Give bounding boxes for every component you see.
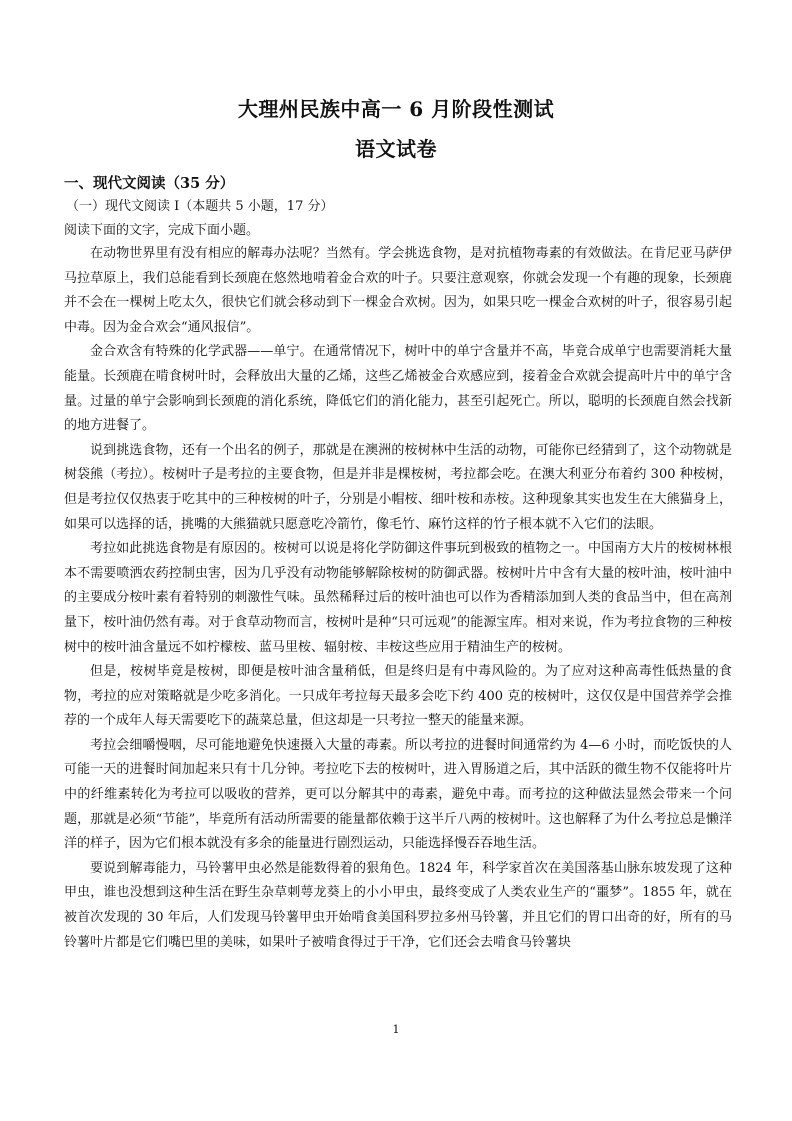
paragraph: 在动物世界里有没有相应的解毒办法呢？当然有。学会挑选食物，是对抗植物毒素的有效做法。在肯尼亚马萨伊马拉草原上，我们总能看到长颈鹿在悠然地啃着金合欢的叶子。只要注意观察，你就会发现一个有趣的现象，长颈鹿并不会在一棵树上吃太久，很快它们就会移动到下一棵金合欢树。因为，如果只吃一棵金合欢树的叶子，很容易引起中毒。因为金合欢会“通风报信”。 [64, 246, 732, 335]
section-heading: 一、现代文阅读（35 分） [64, 175, 235, 192]
paragraph: 考拉如此挑选食物是有原因的。桉树可以说是将化学防御这件事玩到极致的植物之一。中国南方大片的桉树林根本不需要喷洒农药控制虫害，因为几乎没有动物能够解除桉树的防御武器。桉树叶片中含有大量的桉叶油，桉叶油中的主要成分桉叶素有着特别的刺激性气味。虽然稀释过后的桉叶油也可以作为香精添加到人类的食品当中，但在高剂量下，桉叶油仍然有毒。对于食草动物而言，桉树叶是种“只可远观”的能源宝库。相对来说，作为考拉食物的三种桉树中的桉叶油含量远不如柠檬桉、蓝马里桉、辐射桉、丰桉这些应用于精油生产的桉树。 [64, 541, 732, 655]
passage-body [64, 242, 732, 955]
paragraph: 金合欢含有特殊的化学武器——单宁。在通常情况下，树叶中的单宁含量并不高，毕竟合成单宁也需要消耗大量能量。长颈鹿在啃食树叶时，会释放出大量的乙烯，这些乙烯被金合欢感应到，接着金合欢就会提高叶片中的单宁含量。过量的单宁会影响到长颈鹿的消化系统，降低它们的消化能力，甚至引起死亡。所以，聪明的长颈鹿自然会找新的地方进餐了。 [64, 344, 732, 434]
sub-heading: （一）现代文阅读 I（本题共 5 小题，17 分） [66, 199, 334, 214]
paragraph: 说到挑选食物，还有一个出名的例子，那就是在澳洲的桉树林中生活的动物，可能你已经猜到了，这个动物就是树袋熊（考拉）。桉树叶子是考拉的主要食物，但是并非是棵桉树，考拉都会吃。在澳大利亚分布着约 300 种桉树，但是考拉仅仅热衷于吃其中的三种桉树的叶子，分别是小帽桉、细叶桉和赤桉。这种现象其实也发生在大熊猫身上，如果可以选择的话，挑嘴的大熊猫就只愿意吃冷箭竹，像毛竹、麻竹这样的竹子根本就不入它们的法眼。 [64, 442, 732, 532]
paragraph: 要说到解毒能力，马铃薯甲虫必然是能数得着的狠角色。1824 年，科学家首次在美国落基山脉东坡发现了这种甲虫，谁也没想到这种生活在野生杂草刺萼龙葵上的小小甲虫，最终变成了人类农业生产的“噩梦”。1855 年，就在被首次发现的 30 年后，人们发现马铃薯甲虫开始啃食美国科罗拉多州马铃薯，并且它们的胃口出奇的好，所有的马铃薯叶片都是它们嘴巴里的美味，如果叶子被啃食得过于干净，它们还会去啃食马铃薯块 [64, 860, 732, 950]
document-title: 大理州民族中高一 6 月阶段性测试 [237, 97, 555, 121]
paragraph: 但是，桉树毕竟是桉树，即便是桉叶油含量稍低，但是终归是有中毒风险的。为了应对这种高毒性低热量的食物，考拉的应对策略就是少吃多消化。一只成年考拉每天最多会吃下约 400 克的桉树叶，这仅仅是中国营养学会推荐的一个成年人每天需要吃下的蔬菜总量，但这却是一只考拉一整天的能量来源。 [64, 664, 732, 729]
instruction-text: 阅读下面的文字，完成下面小题。 [64, 223, 260, 238]
paragraph: 考拉会细嚼慢咽，尽可能地避免快速摄入大量的毒素。所以考拉的进餐时间通常约为 4—6 小时，而吃饭快的人可能一天的进餐时间加起来只有十几分钟。考拉吃下去的桉树叶，进入胃肠道之后，其中活跃的微生物不仅能将叶片中的纤维素转化为考拉可以吸收的营养，更可以分解其中的毒素，避免中毒。而考拉的这种做法显然会带来一个问题，那就是必须“节能”，毕竟所有活动所需要的能量都依赖于这半斤八两的桉树叶。这也解释了为什么考拉总是懒洋洋的样子，因为它们根本就没有多余的能量进行剧烈运动，只能选择慢吞吞地生活。 [64, 737, 732, 852]
page-number: 1 [392, 1023, 400, 1036]
document-subtitle: 语文试卷 [355, 137, 437, 161]
